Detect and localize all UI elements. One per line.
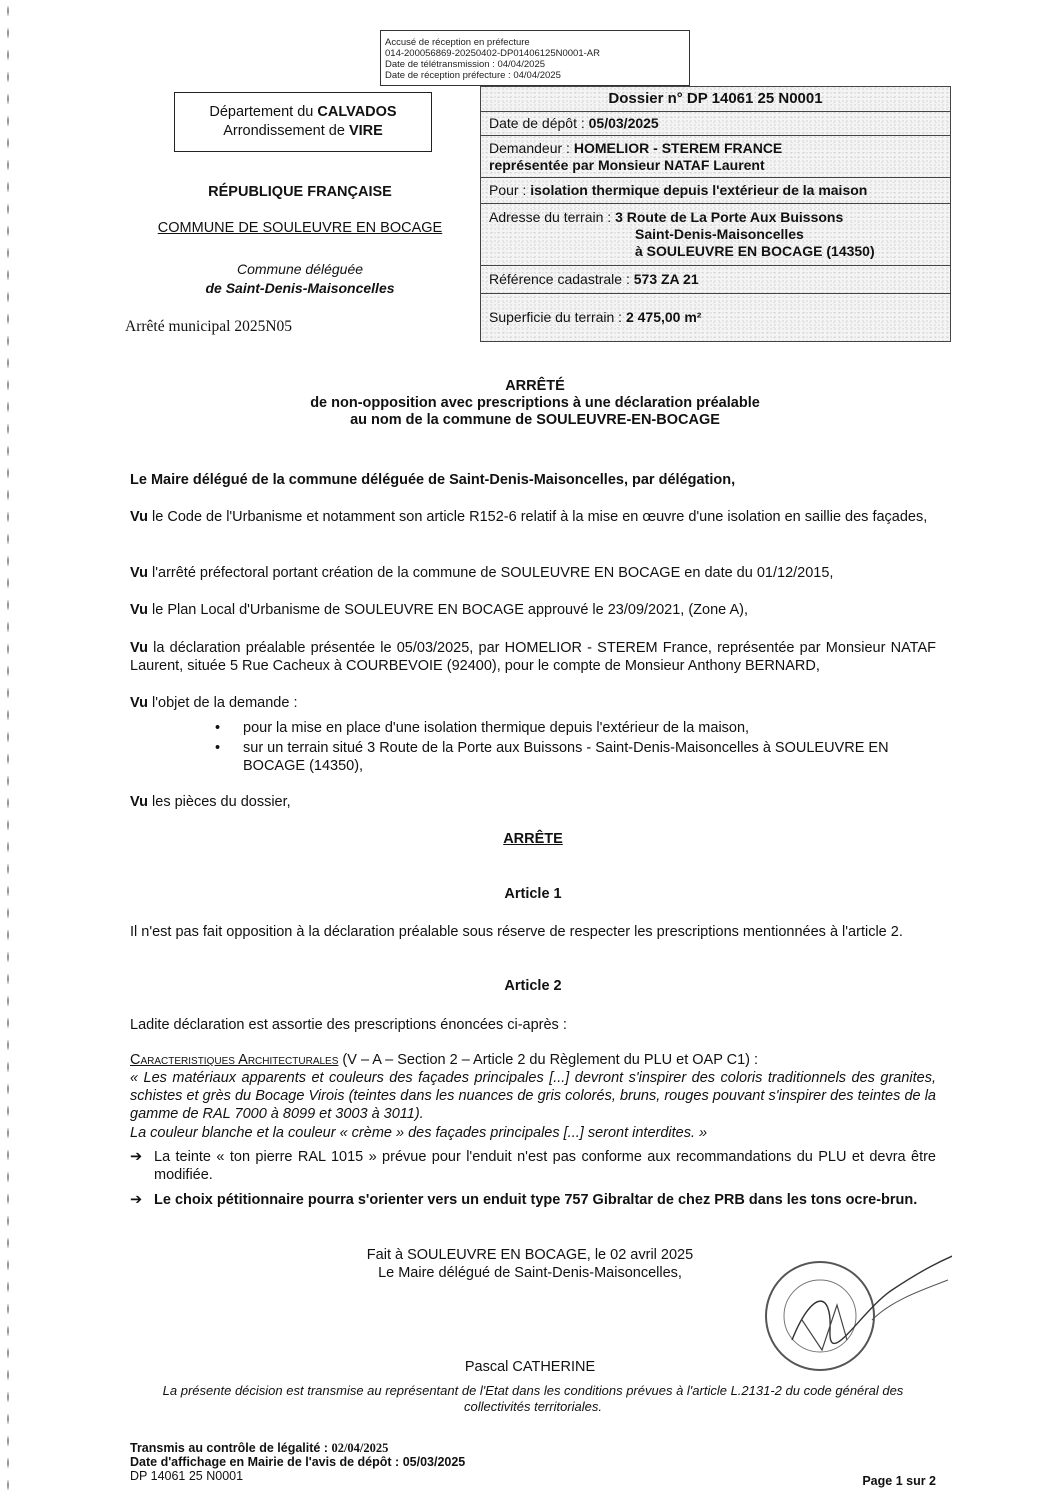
- article-2-text: Ladite déclaration est assortie des prescriptions énoncées ci-après :: [130, 1017, 567, 1033]
- vu-text: l'arrêté préfectoral portant création de la commune de SOULEUVRE EN BOCAGE en date du 01/12/2015,: [148, 565, 834, 581]
- cadastre-label: Référence cadastrale :: [489, 271, 634, 287]
- prescription-text: La teinte « ton pierre RAL 1015 » prévue pour l'enduit n'est pas conforme aux recommandations du PLU et devra être modifiée.: [154, 1149, 936, 1183]
- demandeur-label: Demandeur :: [489, 140, 574, 156]
- title-line1: ARRÊTÉ: [505, 378, 565, 394]
- arrondissement-line: [175, 122, 431, 141]
- footer-dossier-ref: DP 14061 25 N0001: [130, 1469, 244, 1483]
- vu-objet: [130, 694, 936, 712]
- deleguee-line2: de Saint-Denis-Maisoncelles: [205, 280, 395, 296]
- vu-lead: Vu: [130, 509, 148, 525]
- depot-value: 05/03/2025: [588, 115, 659, 131]
- department-box: [174, 92, 432, 152]
- republic-heading: RÉPUBLIQUE FRANÇAISE: [208, 184, 392, 200]
- maire-delegue-line: Le Maire délégué de la commune déléguée de Saint-Denis-Maisoncelles, par délégation,: [130, 472, 736, 488]
- vu-pieces: [130, 793, 936, 811]
- objet-bullet-2: [215, 739, 936, 775]
- vu-lead: Vu: [130, 695, 148, 711]
- dossier-cadastre-row: [481, 266, 950, 294]
- transmis-label: Transmis au contrôle de légalité :: [130, 1441, 332, 1455]
- caracteristiques-reference: (V – A – Section 2 – Article 2 du Règlement du PLU et OAP C1) :: [338, 1052, 759, 1068]
- demandeur-representative: représentée par Monsieur NATAF Laurent: [489, 157, 765, 173]
- adresse-line2: Saint-Denis-Maisoncelles: [635, 226, 804, 242]
- depot-label: Date de dépôt :: [489, 115, 589, 131]
- arrondissement-prefix: Arrondissement de: [223, 123, 349, 139]
- title-line3: au nom de la commune de SOULEUVRE-EN-BOCAGE: [350, 412, 720, 428]
- superficie-value: 2 475,00 m²: [625, 309, 702, 325]
- vu-text: le Code de l'Urbanisme et notamment son article R152-6 relatif à la mise en œuvre d'une isolation en saillie des façades,: [148, 509, 928, 525]
- transmis-line: [130, 1441, 465, 1455]
- caracteristiques-label: Caracteristiques Architecturales: [130, 1052, 339, 1068]
- dossier-pour-row: [481, 178, 950, 204]
- adresse-label: Adresse du terrain :: [489, 209, 616, 225]
- commune-heading: COMMUNE DE SOULEUVRE EN BOCAGE: [157, 220, 443, 236]
- page-number: Page 1 sur 2: [862, 1474, 936, 1488]
- article-2-heading: Article 2: [504, 978, 562, 994]
- prescription-text: Le choix pétitionnaire pourra s'orienter vers un enduit type 757 Gibraltar de chez PRB dans les tons ocre-brun.: [154, 1192, 918, 1208]
- bullet-text: sur un terrain situé 3 Route de la Porte aux Buissons - Saint-Denis-Maisoncelles à SOULEUVRE EN BOCAGE (14350),: [243, 740, 889, 774]
- bullet-icon: •: [215, 720, 221, 736]
- signatory-role: Le Maire délégué de Saint-Denis-Maisoncelles,: [378, 1265, 682, 1281]
- vu-text: la déclaration préalable présentée le 05/03/2025, par HOMELIOR - STEREM France, représentée par Monsieur NATAF Laurent, située 5 Rue Cacheux à COURBEVOIE (92400), pour le compte de Monsieur Anthony BERNARD,: [130, 640, 936, 674]
- affichage-line: [130, 1455, 465, 1469]
- department-line: [175, 103, 431, 122]
- transmission-note: La présente décision est transmise au représentant de l'Etat dans les conditions prévues à l'article L.2131-2 du code général des collectivités territoriales.: [162, 1383, 904, 1414]
- vu-text: le Plan Local d'Urbanisme de SOULEUVRE EN BOCAGE approuvé le 23/09/2021, (Zone A),: [148, 602, 748, 618]
- affichage-value: 05/03/2025: [402, 1455, 466, 1469]
- caracteristiques-architecturales: [130, 1051, 936, 1069]
- fait-a-line: Fait à SOULEUVRE EN BOCAGE, le 02 avril 2025: [366, 1247, 694, 1263]
- dossier-title: Dossier n° DP 14061 25 N0001: [481, 87, 950, 112]
- signatory-name: Pascal CATHERINE: [464, 1359, 596, 1375]
- bullet-icon: •: [215, 740, 221, 756]
- scan-margin-marks: [6, 0, 10, 1497]
- department-prefix: Département du: [209, 104, 318, 120]
- article-1-text: Il n'est pas fait opposition à la déclaration préalable sous réserve de respecter les prescriptions mentionnées à l'article 2.: [130, 924, 903, 940]
- receipt-line: Date de réception préfecture : 04/04/2025: [385, 70, 561, 81]
- vu-lead: Vu: [130, 565, 148, 581]
- dossier-demandeur-row: [481, 136, 950, 178]
- vu-lead: Vu: [130, 640, 148, 656]
- vu-lead: Vu: [130, 794, 148, 810]
- vu-text: l'objet de la demande :: [148, 695, 298, 711]
- vu-declaration: [130, 639, 936, 675]
- prescription-1: [130, 1148, 936, 1184]
- dossier-adresse-row: [481, 204, 950, 266]
- cadastre-value: 573 ZA 21: [633, 271, 699, 287]
- mayor-seal-stamp: [752, 1250, 952, 1390]
- transmis-value: 02/04/2025: [331, 1441, 389, 1455]
- prescription-2: [130, 1191, 936, 1209]
- dossier-box: [480, 86, 951, 342]
- department-name: CALVADOS: [317, 104, 397, 120]
- receipt-line: Accusé de réception en préfecture: [385, 37, 530, 48]
- arrete-title: [0, 378, 1058, 429]
- affichage-label: Date d'affichage en Mairie de l'avis de dépôt :: [130, 1455, 403, 1469]
- plu-quote-2: La couleur blanche et la couleur « crème » des façades principales [...] seront interdites. »: [130, 1125, 708, 1141]
- pour-label: Pour :: [489, 182, 531, 198]
- adresse-line3: à SOULEUVRE EN BOCAGE (14350): [635, 243, 875, 259]
- receipt-line: Date de télétransmission : 04/04/2025: [385, 59, 546, 70]
- arrondissement-name: VIRE: [348, 123, 383, 139]
- objet-bullet-1: [215, 719, 936, 737]
- signature-place-date: [290, 1246, 770, 1282]
- article-1-heading: Article 1: [504, 886, 562, 902]
- pour-value: isolation thermique depuis l'extérieur de la maison: [530, 182, 868, 198]
- dossier-depot-row: [481, 112, 950, 136]
- receipt-line: 014-200056869-20250402-DP01406125N0001-AR: [385, 48, 600, 59]
- title-line2: de non-opposition avec prescriptions à une déclaration préalable: [310, 395, 760, 411]
- bullet-text: pour la mise en place d'une isolation thermique depuis l'extérieur de la maison,: [243, 720, 750, 736]
- demandeur-value: HOMELIOR - STEREM FRANCE: [573, 140, 783, 156]
- adresse-line1: 3 Route de La Porte Aux Buissons: [615, 209, 844, 225]
- deleguee-line1: Commune déléguée: [236, 261, 364, 277]
- prefecture-receipt-box: [380, 30, 690, 86]
- arrete-heading: ARRÊTE: [503, 831, 563, 847]
- vu-code-urbanisme: [130, 508, 936, 526]
- arrow-right-icon: ➔: [130, 1149, 143, 1165]
- vu-plan-local: [130, 601, 936, 619]
- vu-lead: Vu: [130, 602, 148, 618]
- vu-arrete-prefectoral: [130, 564, 936, 582]
- vu-text: les pièces du dossier,: [148, 794, 291, 810]
- footer-transmission-info: [130, 1441, 465, 1483]
- superficie-label: Superficie du terrain :: [489, 309, 626, 325]
- commune-deleguee: [135, 260, 465, 298]
- dossier-superficie-row: [481, 294, 950, 341]
- arrete-municipal-number: Arrêté municipal 2025N05: [125, 318, 293, 335]
- arrow-right-icon: ➔: [130, 1192, 143, 1208]
- plu-quote-1: « Les matériaux apparents et couleurs des façades principales [...] devront s'inspirer des coloris traditionnels des granites, schistes et grès du Bocage Virois (teintes dans les nuances de gris colorés, bruns, rouges pouvant s'inspirer des teintes de la gamme de RAL 7000 à 8099 et 3003 à 3011).: [130, 1070, 936, 1122]
